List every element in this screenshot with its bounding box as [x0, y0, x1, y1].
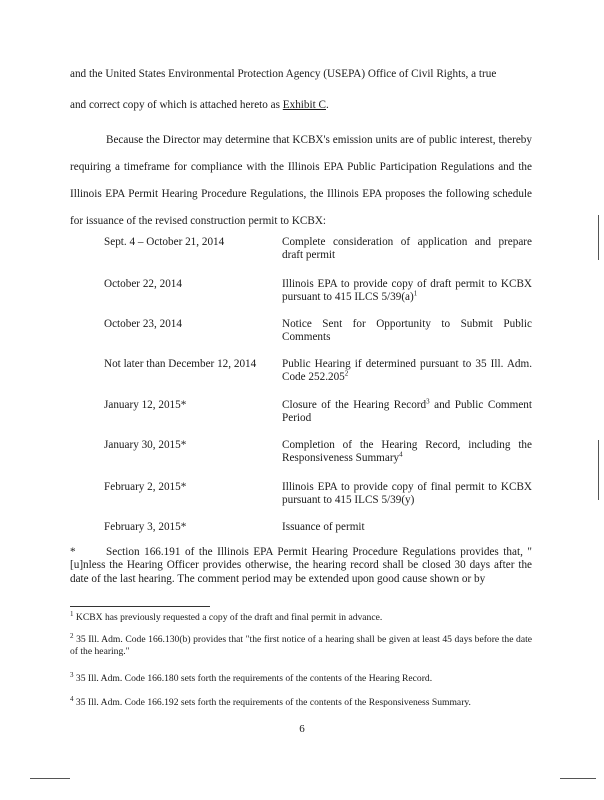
footnote-ref: 2: [344, 369, 349, 378]
line-2-prefix: and correct copy of which is attached hereto as: [70, 99, 283, 111]
schedule-date: Not later than December 12, 2014: [104, 358, 257, 370]
body-line-1: and the United States Environmental Protection Agency (USEPA) Office of Civil Rights, a true: [70, 68, 497, 80]
footnote-number: 1: [70, 609, 74, 618]
footnote: [70, 609, 532, 624]
footnote: [70, 694, 532, 709]
scan-edge-mark: [30, 778, 70, 779]
asterisk-marker: *: [70, 546, 76, 558]
exhibit-c-reference: Exhibit C: [282, 99, 326, 111]
schedule-event: Notice Sent for Opportunity to Submit Public Comments: [282, 318, 532, 344]
schedule-date: February 2, 2015*: [104, 481, 187, 493]
schedule-event: Issuance of permit: [282, 521, 365, 533]
footnote-ref: 3: [426, 397, 430, 406]
footnote-text: 35 Ill. Adm. Code 166.192 sets forth the requirements of the contents of the Responsiveness Summary.: [73, 697, 471, 708]
footnote-ref: 1: [413, 289, 418, 298]
footnote-text: 35 Ill. Adm. Code 166.130(b) provides that "the first notice of a hearing shall be given at least 45 days before the date of the hearing.": [70, 634, 532, 657]
footnote-text: KCBX has previously requested a copy of the draft and final permit in advance.: [73, 612, 383, 623]
schedule-event: Complete consideration of application and prepare draft permit: [282, 236, 532, 262]
scan-edge-mark: [598, 215, 599, 260]
schedule-date: January 12, 2015*: [104, 399, 187, 411]
scan-edge-mark: [598, 440, 599, 500]
line-2-suffix: .: [325, 99, 329, 111]
schedule-event-text: Closure of the Hearing Record: [282, 399, 427, 411]
footnote-text: 35 Ill. Adm. Code 166.180 sets forth the requirements of the contents of the Hearing Record.: [73, 673, 433, 684]
footnote-number: 4: [70, 694, 74, 703]
schedule-date: October 23, 2014: [104, 318, 182, 330]
schedule-event-text-cont: and Public Comment Period: [282, 399, 532, 425]
scan-edge-mark: [560, 778, 596, 779]
page-number: 6: [299, 723, 305, 735]
asterisk-note-text: Section 166.191 of the Illinois EPA Permit Hearing Procedure Regulations provides that, "[u]nless the Hearing Officer provides otherwise, the hearing record shall be closed 30 days after the date of the last hearing. The comment period may be extended upon good cause shown or by: [70, 546, 532, 585]
footnote-ref: 4: [399, 450, 403, 459]
schedule-event: [282, 358, 532, 385]
schedule-event-text: Completion of the Hearing Record, including the Responsiveness Summary: [282, 439, 532, 465]
schedule-event-text: Public Hearing if determined pursuant to 35 Ill. Adm. Code 252.205: [282, 358, 532, 384]
schedule-date: Sept. 4 – October 21, 2014: [104, 236, 225, 248]
footnote-divider: [70, 606, 210, 607]
schedule-event: [282, 439, 532, 466]
schedule-date: October 22, 2014: [104, 278, 182, 290]
schedule-intro-paragraph: Because the Director may determine that KCBX's emission units are of public interest, thereby requiring a timeframe for compliance with the Illinois EPA Public Participation Regulations and the Illinois EPA Permit Hearing Procedure Regulations, the Illinois EPA proposes the following schedule for issuance of the revised construction permit to KCBX:: [70, 134, 532, 227]
footnote: [70, 670, 532, 685]
schedule-event: [282, 278, 532, 305]
schedule-event: [282, 399, 532, 426]
footnote-number: 3: [70, 670, 74, 679]
body-line-2: [70, 99, 532, 112]
footnote-number: 2: [70, 631, 74, 640]
schedule-event-text: Illinois EPA to provide copy of draft permit to KCBX pursuant to 415 ILCS 5/39(a): [282, 278, 532, 304]
schedule-date: January 30, 2015*: [104, 439, 187, 451]
schedule-event: Illinois EPA to provide copy of final permit to KCBX pursuant to 415 ILCS 5/39(y): [282, 481, 532, 507]
footnote: [70, 631, 532, 657]
schedule-date: February 3, 2015*: [104, 521, 187, 533]
